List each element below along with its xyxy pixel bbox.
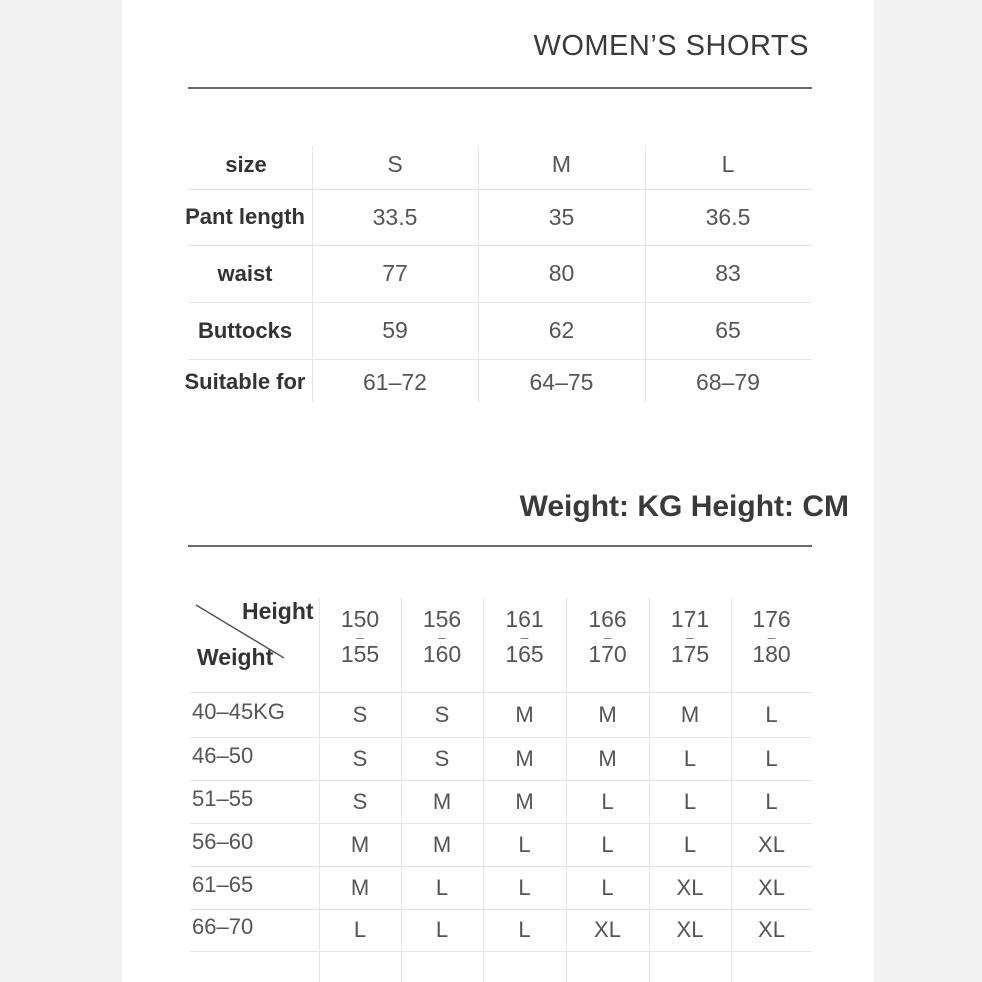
size-table-size-header: S — [387, 151, 403, 177]
height-sep: – — [356, 629, 364, 645]
size-table-cell: 59 — [382, 317, 408, 343]
fit-size-cell: S — [434, 701, 450, 727]
fit-size-cell: M — [598, 745, 617, 771]
fit-size-cell: L — [353, 917, 367, 942]
fit-size-cell: M — [598, 701, 617, 727]
height-to: 155 — [340, 641, 380, 667]
weight-range-label: 51–55 — [192, 785, 254, 811]
size-table-row-label: Buttocks — [197, 317, 293, 343]
fit-size-cell: S — [434, 745, 450, 771]
weight-range-label: 66–70 — [192, 914, 254, 939]
size-table-corner-label: size — [225, 151, 267, 177]
height-from: 176 — [752, 606, 791, 632]
size-table-size-header: M — [551, 151, 572, 177]
fit-size-cell: L — [435, 874, 449, 900]
height-to: 180 — [752, 641, 791, 667]
fit-size-cell: L — [765, 745, 778, 771]
corner-height-label: Height — [242, 598, 314, 624]
size-table-size-header: L — [721, 151, 735, 177]
height-range-header — [483, 608, 566, 688]
weight-range-label: 56–60 — [192, 828, 254, 854]
fit-size-cell: S — [352, 701, 368, 727]
units-divider — [188, 545, 812, 547]
weight-range-label: 61–65 — [192, 871, 254, 897]
height-sep: – — [438, 629, 446, 645]
height-range-header — [401, 608, 483, 688]
height-to: 175 — [670, 641, 710, 667]
size-table-cell: 36.5 — [705, 203, 751, 230]
size-table-row-label: waist — [217, 260, 273, 286]
fit-size-cell: M — [515, 701, 534, 727]
fit-size-cell: L — [601, 874, 614, 900]
height-from: 171 — [670, 606, 710, 632]
page-title: WOMEN’S SHORTS — [533, 30, 809, 62]
fit-size-cell: L — [435, 917, 449, 942]
fit-size-cell: S — [352, 745, 368, 771]
height-from: 166 — [588, 606, 627, 632]
height-from: 161 — [505, 606, 544, 632]
size-table-row-label: Suitable for — [184, 369, 306, 394]
fit-size-cell: L — [683, 831, 697, 857]
fit-size-cell: M — [515, 788, 534, 814]
fit-size-cell: M — [432, 788, 452, 814]
fit-size-cell: XL — [676, 874, 704, 900]
size-table-cell: 77 — [382, 260, 408, 286]
title-divider — [188, 87, 812, 89]
weight-range-label: 40–45KG — [192, 698, 285, 724]
size-table-cell: 80 — [548, 260, 575, 286]
height-range-header — [731, 608, 812, 688]
corner-weight-label: Weight — [197, 644, 274, 670]
size-table-cell: 33.5 — [372, 203, 418, 230]
height-range-header — [566, 608, 649, 688]
fit-size-cell: L — [683, 788, 697, 814]
units-title: Weight: KG Height: CM — [519, 490, 849, 523]
fit-size-cell: M — [515, 745, 534, 771]
fit-size-cell: M — [680, 701, 700, 727]
height-sep: – — [767, 629, 776, 645]
height-sep: – — [686, 629, 694, 645]
size-table-cell: 83 — [715, 260, 741, 286]
fit-size-cell: XL — [758, 831, 785, 857]
fit-size-cell: L — [518, 831, 531, 857]
height-range-header — [649, 608, 731, 688]
size-table-cell: 65 — [715, 317, 741, 343]
fit-size-cell: L — [518, 874, 531, 900]
size-table-cell: 68–79 — [696, 368, 760, 395]
height-to: 165 — [505, 641, 544, 667]
size-table-cell: 62 — [548, 317, 575, 343]
fit-size-cell: L — [683, 745, 697, 771]
fit-size-cell: L — [601, 788, 614, 814]
fit-size-cell: XL — [758, 874, 785, 900]
height-range-header — [319, 608, 401, 688]
fit-size-cell: XL — [676, 917, 704, 942]
height-from: 156 — [422, 606, 462, 632]
size-table-cell: 35 — [548, 203, 575, 230]
fit-size-cell: L — [601, 831, 614, 857]
fit-size-cell: L — [518, 917, 531, 942]
height-to: 170 — [588, 641, 627, 667]
size-table-cell: 61–72 — [363, 368, 427, 395]
height-sep: – — [603, 629, 612, 645]
weight-range-label: 46–50 — [192, 742, 254, 768]
fit-size-cell: M — [350, 874, 370, 900]
fit-table-row-divider — [190, 951, 812, 952]
fit-size-cell: XL — [594, 917, 621, 942]
fit-size-cell: XL — [758, 917, 785, 942]
height-to: 160 — [422, 641, 462, 667]
fit-size-cell: M — [432, 831, 452, 857]
fit-size-cell: L — [765, 788, 778, 814]
height-sep: – — [520, 629, 529, 645]
fit-size-cell: L — [765, 701, 778, 727]
height-from: 150 — [340, 606, 380, 632]
fit-size-cell: S — [352, 788, 368, 814]
size-table-row-label: Pant length — [185, 204, 305, 229]
fit-size-cell: M — [350, 831, 370, 857]
size-table-cell: 64–75 — [529, 368, 594, 395]
